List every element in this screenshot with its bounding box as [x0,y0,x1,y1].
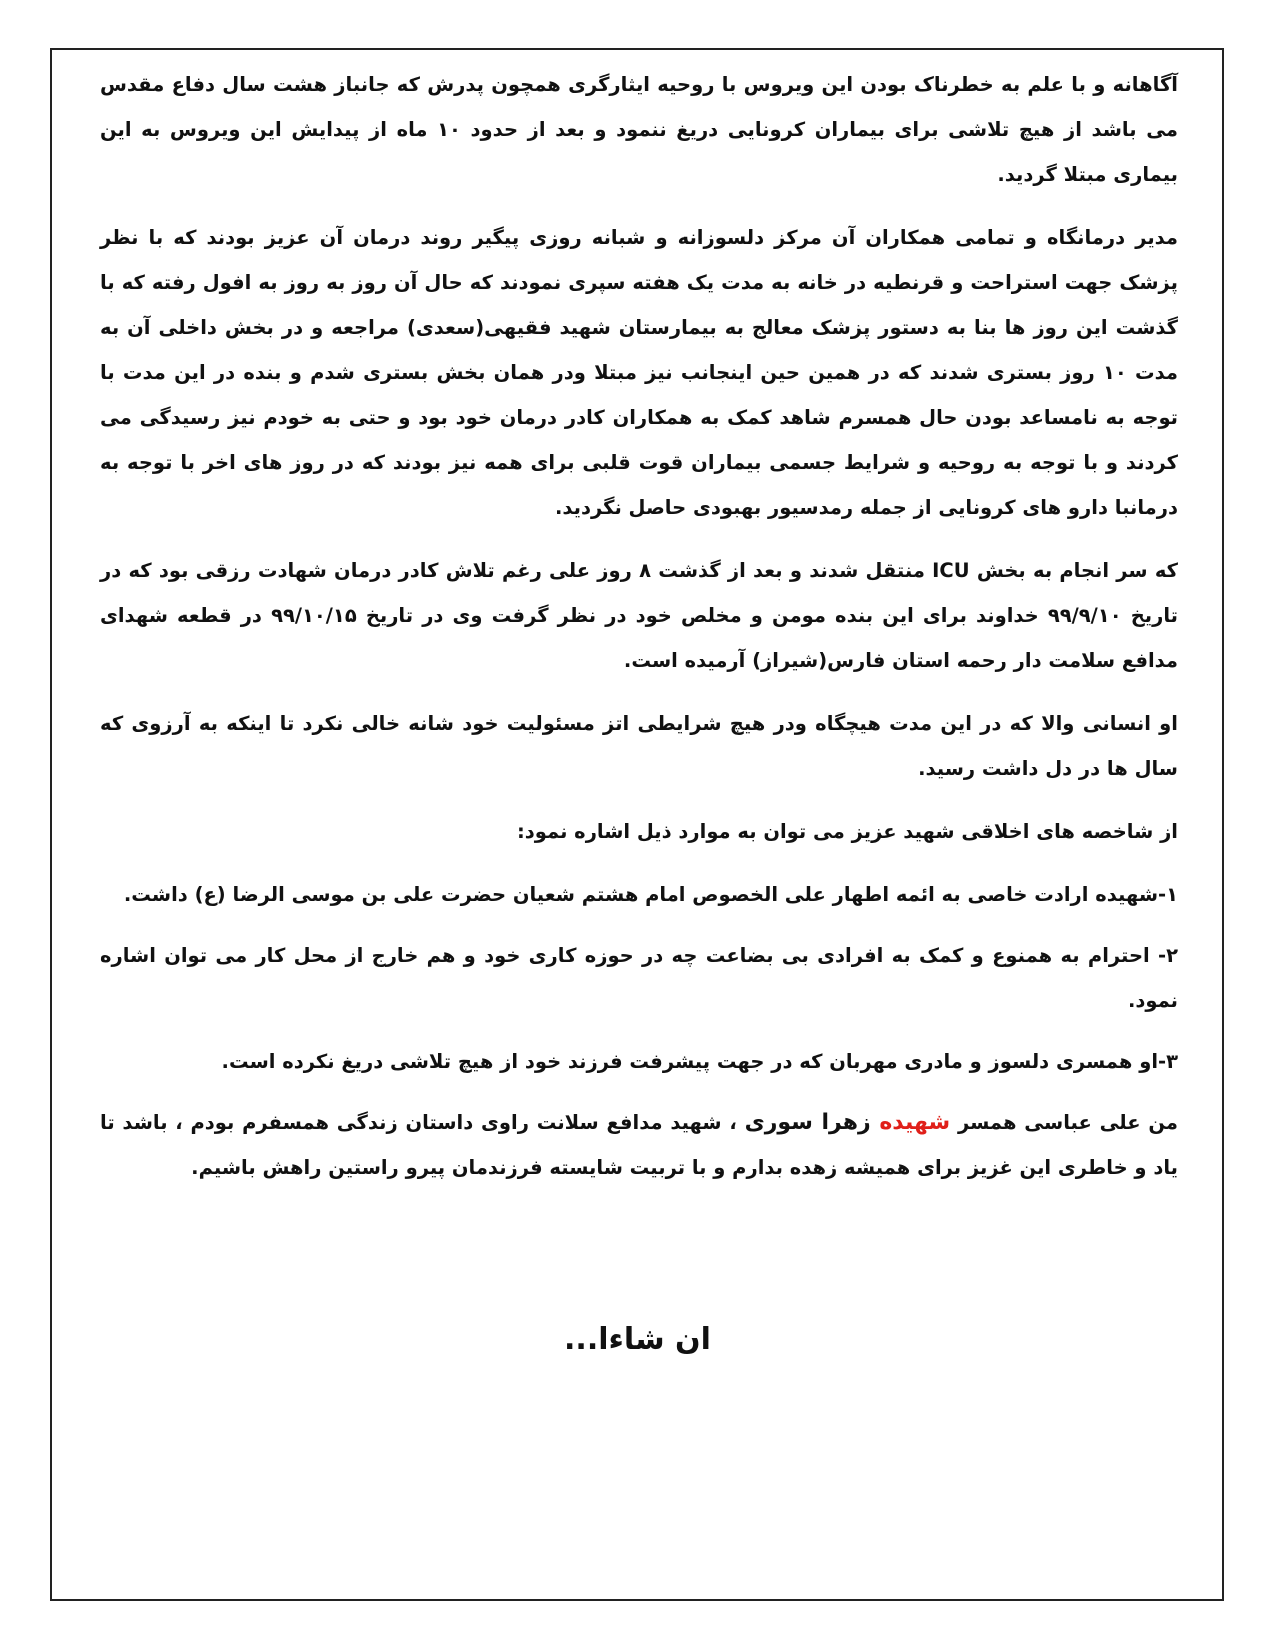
final-paragraph [100,1100,1178,1190]
list-item-3: ۳-او همسری دلسوز و مادری مهربان که در جهت پیشرفت فرزند خود از هیچ تلاشی دریغ نکرده است. [221,1050,1178,1073]
document-body [100,62,1178,1208]
paragraph-1: آگاهانه و با علم به خطرناک بودن این ویروس با روحیه ایثارگری همچون پدرش که جانباز هشت سال دفاع مقدس می باشد از هیچ تلاشی برای بیماران کرونایی دریغ ننمود و بعد از حدود ۱۰ ماه از پیدایش این ویروس به این بیماری مبتلا گردید. [100,73,1178,186]
list-item-2: ۲- احترام به همنوع و کمک به افرادی بی بضاعت چه در حوزه کاری خود و هم خارج از محل کار می توان اشاره نمود. [100,944,1178,1012]
paragraph-5: از شاخصه های اخلاقی شهید عزیز می توان به موارد ذیل اشاره نمود: [516,820,1178,843]
martyr-title: شهیده [879,1110,951,1135]
closing-phrase: ان شاءا... [564,1322,711,1357]
final-before: من علی عباسی همسر [950,1111,1178,1134]
list-item-1: ۱-شهیده ارادت خاصی به ائمه اطهار علی الخصوص امام هشتم شعیان حضرت علی بن موسی الرضا (ع) داشت. [123,883,1178,906]
paragraph-4: او انسانی والا که در این مدت هیچگاه ودر هیچ شرایطی اتز مسئولیت خود شانه خالی نکرد تا اینکه به آرزوی که سال ها در دل داشت رسید. [100,712,1178,780]
final-after: ، شهید مدافع سلانت راوی داستان زندگی همسفرم بودم ، باشد تا یاد و خاطری این غزیز برای همیشه زهده بدارم و با تربیت شایسته فرزندمان پیرو راستین راهش باشیم. [100,1111,1178,1179]
paragraph-3: که سر انجام به بخش ICU منتقل شدند و بعد از گذشت ۸ روز علی رغم تلاش کادر درمان شهادت رزقی بود که در تاریخ ۹۹/۹/۱۰ خداوند برای این بنده مومن و مخلص خود در نظر گرفت وی در تاریخ ۹۹/۱۰/۱۵ در قطعه شهدای مدافع سلامت دار رحمه استان فارس(شیراز) آرمیده است. [100,559,1178,672]
martyr-name: زهرا سوری [744,1110,880,1135]
paragraph-2: مدیر درمانگاه و تمامی همکاران آن مرکز دلسوزانه و شبانه روزی پیگیر روند درمان آن عزیز بودند که با نظر پزشک جهت استراحت و قرنطیه در خانه به مدت یک هفته سپری نمودند که حال آن روز به روز به افول رفته که با گذشت این روز ها بنا به دستور پزشک معالج به بیمارستان شهید فقیهی(سعدی) مراجعه و در بخش داخلی آن به مدت ۱۰ روز بستری شدند که در همین حین اینجانب نیز مبتلا ودر همان بخش بستری شدم و بنده در این مدت با توجه به نامساعد بودن حال همسرم شاهد کمک به همکاران کادر درمان خود بود و حتی به خودم نیز رسیدگی می کردند و با توجه به روحیه و شرایط جسمی بیماران قوت قلبی برای همه نیز بودند که در روز های اخر با توجه به درمانبا دارو های کرونایی از جمله رمدسیور بهبودی حاصل نگردید. [100,226,1178,519]
